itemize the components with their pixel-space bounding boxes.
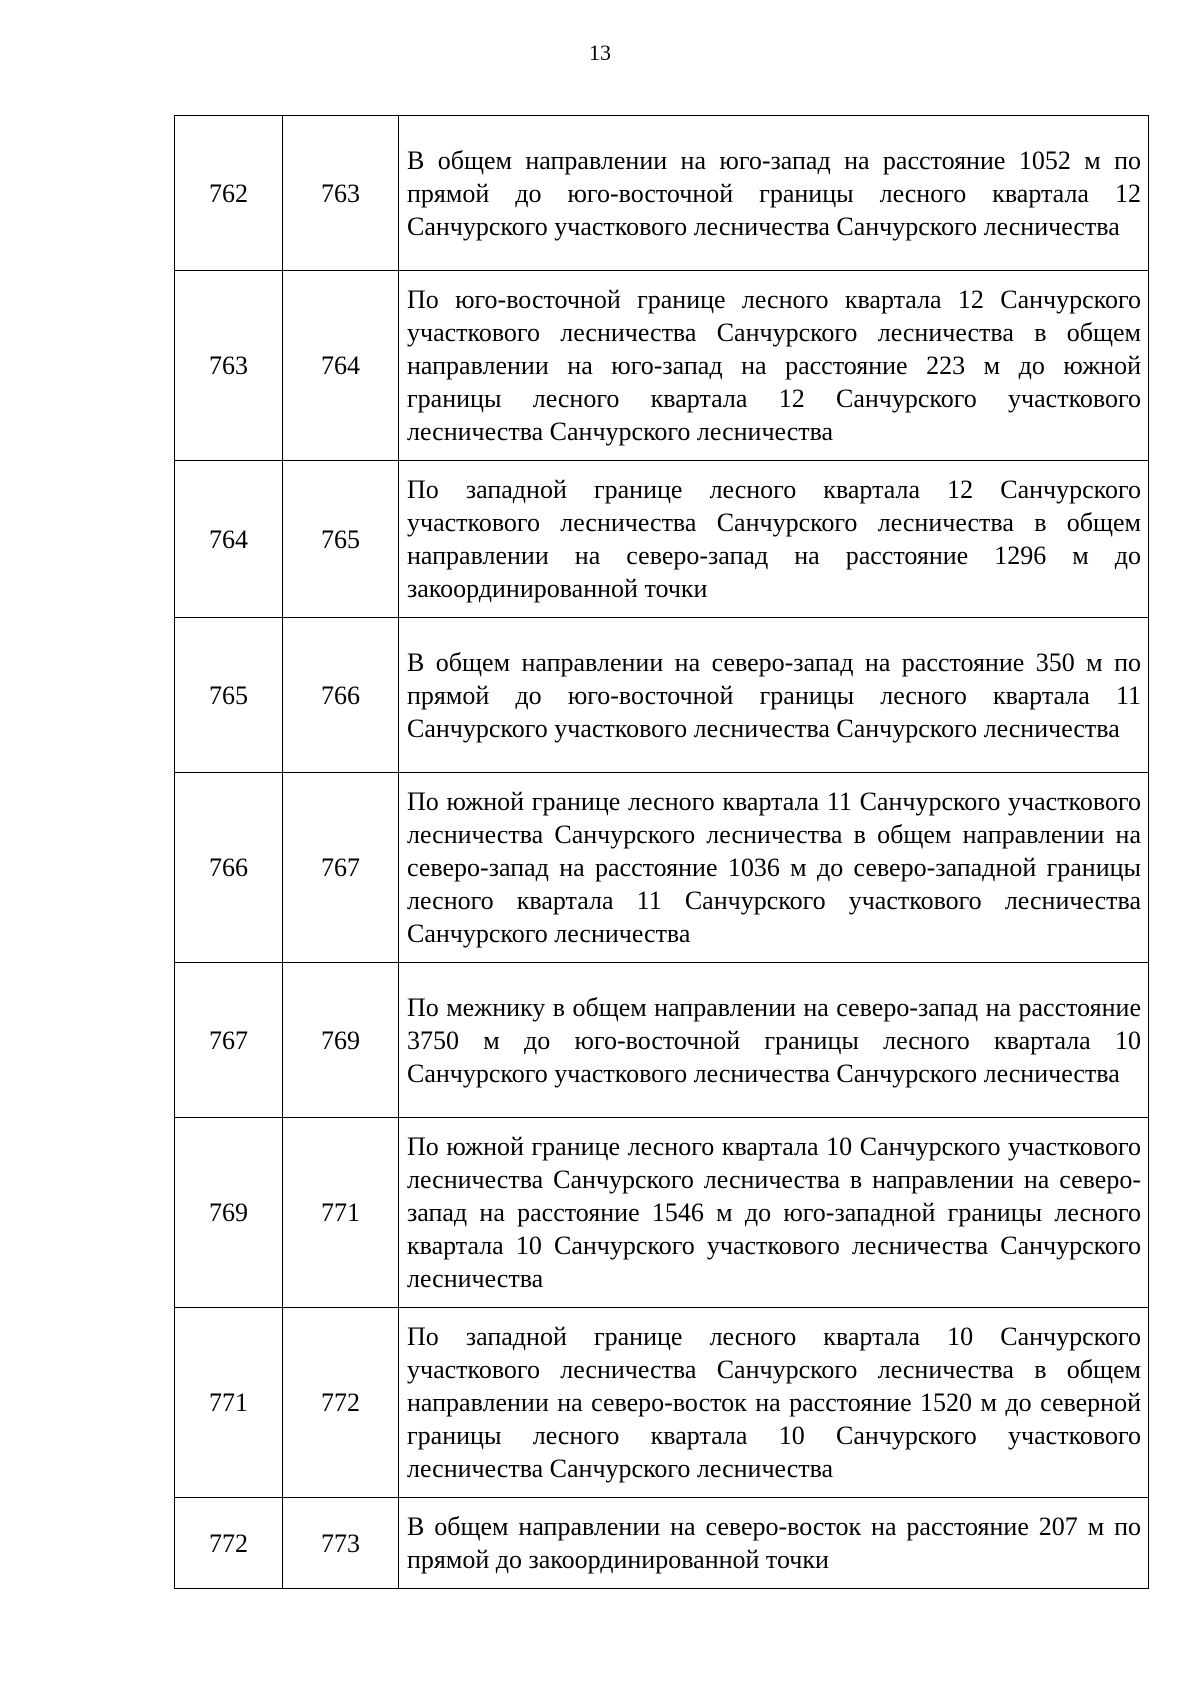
- segment-description-cell: По западной границе лесного квартала 12 Санчурского участкового лесничества Санчурского лесничества в общем направлении на северо-запад на расстояние 1296 м до закоординированной точки: [399, 461, 1149, 618]
- point-from-cell: 764: [175, 461, 283, 618]
- table-row: [175, 1498, 1149, 1589]
- page-number: 13: [589, 40, 611, 65]
- point-from-cell: 772: [175, 1498, 283, 1589]
- table-row: [175, 271, 1149, 461]
- table-row: [175, 1118, 1149, 1308]
- point-to-cell: 763: [283, 116, 399, 271]
- point-from-cell: 771: [175, 1308, 283, 1498]
- point-from-cell: 767: [175, 963, 283, 1118]
- point-to-cell: 773: [283, 1498, 399, 1589]
- point-from-cell: 769: [175, 1118, 283, 1308]
- point-from-cell: 762: [175, 116, 283, 271]
- segment-description-cell: По юго-восточной границе лесного квартала 12 Санчурского участкового лесничества Санчурского лесничества в общем направлении на юго-запад на расстояние 223 м до южной границы лесного квартала 12 Санчурского участкового лесничества Санчурского лесничества: [399, 271, 1149, 461]
- point-from-cell: 763: [175, 271, 283, 461]
- table-row: [175, 963, 1149, 1118]
- point-to-cell: 769: [283, 963, 399, 1118]
- segment-description-cell: По южной границе лесного квартала 11 Санчурского участкового лесничества Санчурского лесничества в общем направлении на северо-запад на расстояние 1036 м до северо-западной границы лесного квартала 11 Санчурского участкового лесничества Санчурского лесничества: [399, 773, 1149, 963]
- point-to-cell: 765: [283, 461, 399, 618]
- point-to-cell: 766: [283, 618, 399, 773]
- segment-description-cell: По западной границе лесного квартала 10 Санчурского участкового лесничества Санчурского лесничества в общем направлении на северо-восток на расстояние 1520 м до северной границы лесного квартала 10 Санчурского участкового лесничества Санчурского лесничества: [399, 1308, 1149, 1498]
- point-to-cell: 771: [283, 1118, 399, 1308]
- segment-description-cell: В общем направлении на юго-запад на расстояние 1052 м по прямой до юго-восточной границы лесного квартала 12 Санчурского участкового лесничества Санчурского лесничества: [399, 116, 1149, 271]
- boundary-description-table: [174, 115, 1149, 1589]
- segment-description-cell: По межнику в общем направлении на северо-запад на расстояние 3750 м до юго-восточной границы лесного квартала 10 Санчурского участкового лесничества Санчурского лесничества: [399, 963, 1149, 1118]
- table-row: [175, 116, 1149, 271]
- table-row: [175, 618, 1149, 773]
- point-from-cell: 766: [175, 773, 283, 963]
- point-from-cell: 765: [175, 618, 283, 773]
- table-row: [175, 773, 1149, 963]
- segment-description-cell: В общем направлении на северо-восток на расстояние 207 м по прямой до закоординированной точки: [399, 1498, 1149, 1589]
- point-to-cell: 764: [283, 271, 399, 461]
- table-row: [175, 461, 1149, 618]
- segment-description-cell: По южной границе лесного квартала 10 Санчурского участкового лесничества Санчурского лесничества в направлении на северо-запад на расстояние 1546 м до юго-западной границы лесного квартала 10 Санчурского участкового лесничества Санчурского лесничества: [399, 1118, 1149, 1308]
- point-to-cell: 772: [283, 1308, 399, 1498]
- point-to-cell: 767: [283, 773, 399, 963]
- table-row: [175, 1308, 1149, 1498]
- segment-description-cell: В общем направлении на северо-запад на расстояние 350 м по прямой до юго-восточной границы лесного квартала 11 Санчурского участкового лесничества Санчурского лесничества: [399, 618, 1149, 773]
